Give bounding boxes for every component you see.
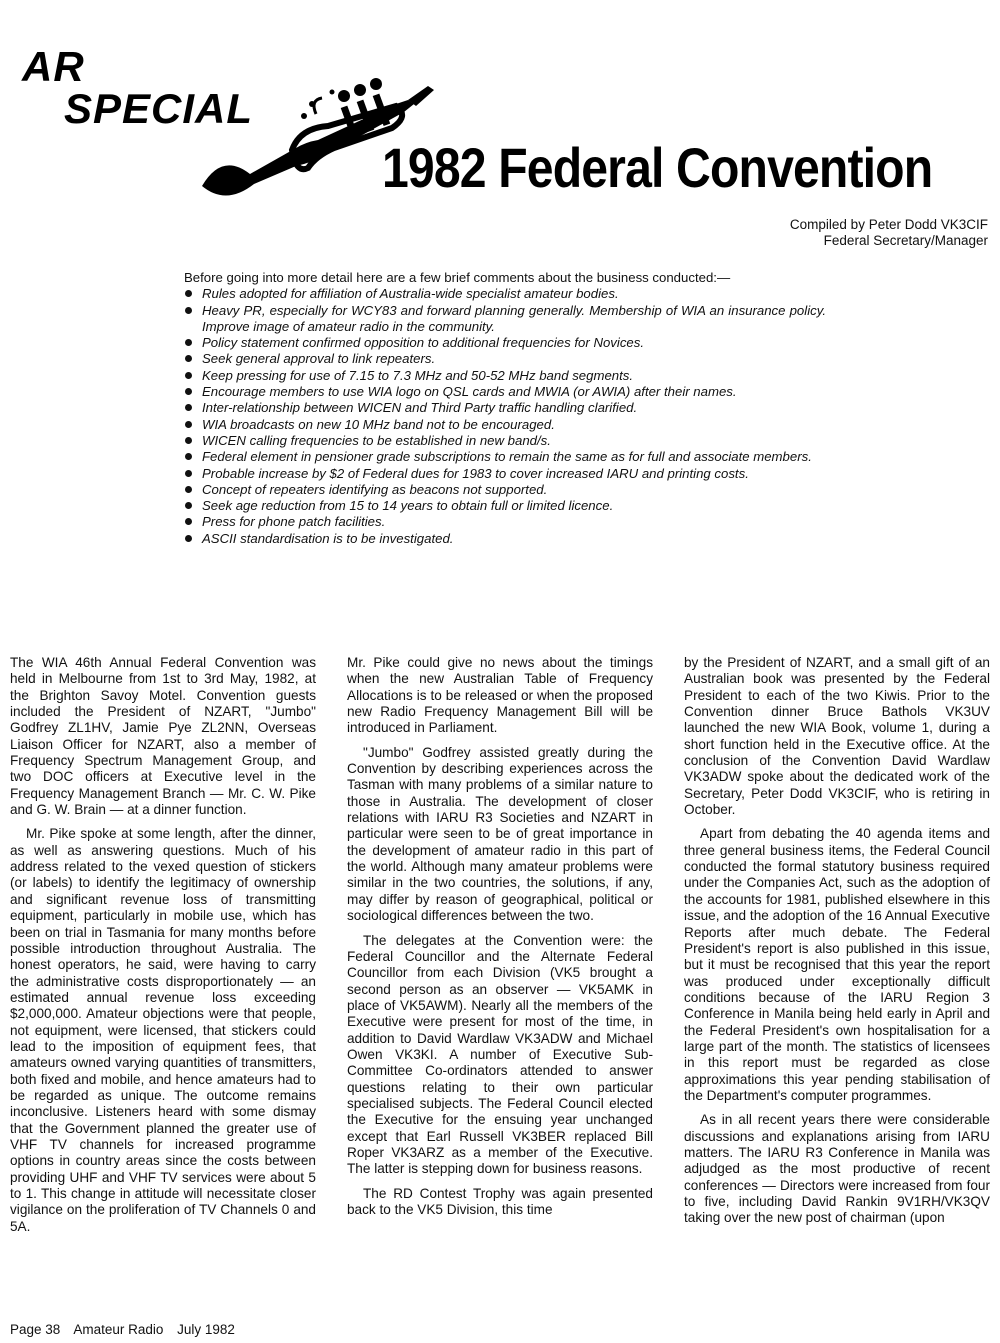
summary-item-text: Keep pressing for use of 7.15 to 7.3 MHz and 50-52 MHz band segments.: [202, 367, 634, 383]
summary-item-text: Concept of repeaters identifying as beacons not supported.: [202, 481, 548, 497]
summary-item-text: Press for phone patch facilities.: [202, 514, 386, 530]
bullet-icon: [185, 502, 192, 509]
page-footer: [10, 1322, 245, 1338]
issue-date: July 1982: [177, 1322, 235, 1337]
article-paragraph: Mr. Pike could give no news about the timings when the new Australian Table of Frequency Allocations is to be released or when the proposed new Radio Frequency Management Bill will be introduced in Parliament.: [347, 655, 653, 736]
summary-list: [184, 286, 826, 547]
summary-item-text: Seek general approval to link repeaters.: [202, 351, 436, 367]
article-paragraph: Mr. Pike spoke at some length, after the dinner, as well as answering questions. Much of his address related to the vexed question of stickers (or labels) to identify the legitimacy of ownership and significant revenue loss of transmitting equipment, particularly in mobile use, which has been on trial in Tasmania for many months before possible introduction throughout Australia. The honest operators, he said, were having to carry the administrative costs disproportionately — an estimated annual revenue loss exceeding $2,000,000. Amateur objections were that people, not equipment, were licensed, that stickers could lead to the imposition of equipment fees, that amateurs owned varying quantities of transmitters, both fixed and mobile, and hence amateurs had to be regarded as unique. The outcome remains inconclusive. Listeners heard with some dismay that the Government planned the greater use of VHF TV channels for increased programme options in country areas since the costs between providing UHF and VHF TV services were about 5 to 1. This change in attitude will necessitate closer vigilance on the proliferation of TV Channels 0 and 5A.: [10, 826, 316, 1234]
bullet-icon: [185, 453, 192, 460]
summary-item-text: Inter-relationship between WICEN and Third Party traffic handling clarified.: [202, 400, 638, 416]
summary-item: [184, 286, 826, 302]
compiled-by: Compiled by Peter Dodd VK3CIF: [789, 217, 988, 232]
summary-item: [184, 466, 826, 482]
summary-item: [184, 514, 826, 530]
bullet-icon: [185, 486, 192, 493]
summary-item-text: Seek age reduction from 15 to 14 years to obtain full or limited licence.: [202, 498, 614, 514]
summary-item-text: Encourage members to use WIA logo on QSL cards and MWIA (or AWIA) after their names.: [202, 384, 737, 400]
article-paragraph: As in all recent years there were considerable discussions and explanations arising from IARU matters. The IARU R3 Conference in Manila was adjudged as the most productive of recent conferences — Directors were increased from four to five, including David Rankin 9V1RH/VK3QV taking over the new post of chairman (upon: [684, 1112, 990, 1226]
summary-intro: Before going into more detail here are a few brief comments about the business conducted:—: [184, 270, 731, 285]
article-paragraph: The RD Contest Trophy was again presented back to the VK5 Division, this time: [347, 1185, 653, 1217]
special-line2: SPECIAL: [64, 85, 254, 132]
summary-item: [184, 417, 826, 433]
summary-item: [184, 303, 826, 336]
summary-item-text: Policy statement confirmed opposition to additional frequencies for Novices.: [202, 335, 645, 351]
magazine-name: Amateur Radio: [73, 1322, 164, 1337]
bullet-icon: [185, 372, 192, 379]
article-paragraph: The WIA 46th Annual Federal Convention was held in Melbourne from 1st to 3rd May, 1982, at the Brighton Savoy Motel. Convention guests included the President of NZART, "Jumbo" Godfrey ZL1HV, Jamie Pye ZL2NN, Overseas Liaison Officer for NZART, also a member of Frequency Spectrum Management Group, and two DOC officers at Executive level in the Frequency Management Branch — Mr. C. W. Pike and G. W. Brain — at a dinner function.: [10, 655, 316, 818]
article-paragraph: by the President of NZART, and a small gift of an Australian book was presented by the Federal President to each of the two Kiwis. Prior to the Convention dinner Bruce Bathols VK3UV launched the new WIA Book, volume 1, during a short function held in the Executive office. At the conclusion of the Convention David Wardlaw VK3ADW spoke about the dedicated work of the Secretary, Peter Dodd VK3CIF, who is retiring in October.: [684, 655, 990, 818]
bullet-icon: [185, 307, 192, 314]
summary-item: [184, 351, 826, 367]
article-column-1: [10, 655, 316, 1243]
bullet-icon: [185, 535, 192, 542]
summary-item: [184, 335, 826, 351]
bullet-icon: [185, 404, 192, 411]
bullet-icon: [185, 339, 192, 346]
bullet-icon: [185, 388, 192, 395]
summary-item: [184, 368, 826, 384]
summary-item: [184, 531, 826, 547]
summary-item-text: Federal element in pensioner grade subscriptions to remain the same as for full and associate members.: [202, 449, 812, 465]
summary-item: [184, 384, 826, 400]
article-title: 1982 Federal Convention: [382, 136, 933, 199]
summary-item-text: Heavy PR, especially for WCY83 and forward planning generally. Membership of WIA an insurance policy. Improve image of amateur radio in the community.: [202, 302, 826, 334]
author-role: Federal Secretary/Manager: [823, 233, 988, 248]
summary-item: [184, 449, 826, 465]
bullet-icon: [185, 290, 192, 297]
summary-item: [184, 433, 826, 449]
bullet-icon: [185, 437, 192, 444]
summary-item-text: WIA broadcasts on new 10 MHz band not to be encouraged.: [202, 416, 555, 432]
article-paragraph: Apart from debating the 40 agenda items and three general business items, the Federal Council conducted the formal statutory business required under the Companies Act, such as the adoption of the accounts for 1981, published elsewhere in this issue, and the adoption of the 16 Annual Executive Reports after much debate. The Federal President's report is also published in this issue, but it must be recognised that this year the report was produced under exceptionally difficult conditions because of the IARU Region 3 Conference in Manila being held early in April and the Federal President's own hospitalisation for a large part of the month. The statistics of licensees in this report must be regarded as close approximations this year pending stabilisation of the Department's computer programmes.: [684, 826, 990, 1103]
summary-item: [184, 400, 826, 416]
article-paragraph: "Jumbo" Godfrey assisted greatly during the Convention by describing experiences across the Tasman with many problems of a similar nature to those in Australia. The development of closer relations with IARU R3 Societies and NZART in particular were seen to be of great importance in the development of amateur radio in this part of the world. Although many amateur problems were similar in the two countries, the solutions, if any, may differ by reason of geographical, political or sociological differences between the two.: [347, 744, 653, 924]
special-line1: AR: [22, 43, 85, 90]
summary-box: [184, 270, 826, 547]
summary-item: [184, 498, 826, 514]
bullet-icon: [185, 518, 192, 525]
article-paragraph: The delegates at the Convention were: the Federal Councillor and the Alternate Federal Councillor from each Division (VK5 brought a second person as an observer — VK5AMK in place of VK5AWM). Nearly all the members of the Executive were present for most of the time, in addition to David Wardlaw VK3ADW and Michael Owen VK3KI. A number of Executive Sub-Committee Co-ordinators attended to answer questions relating to their own particular specialised subjects. The Federal Council elected the Executive for the ensuing year unchanged except that Earl Russell VK3BER replaced Bill Roper VK3ARZ as a member of the Executive. The latter is stepping down for business reasons.: [347, 932, 653, 1177]
article-column-3: [684, 655, 990, 1235]
summary-item-text: WICEN calling frequencies to be established in new band/s.: [202, 432, 551, 448]
byline: [790, 217, 988, 249]
bullet-icon: [185, 470, 192, 477]
summary-item-text: Rules adopted for affiliation of Australia-wide specialist amateur bodies.: [202, 286, 619, 302]
summary-item-text: Probable increase by $2 of Federal dues for 1983 to cover increased IARU and printing costs.: [202, 465, 749, 481]
bullet-icon: [185, 355, 192, 362]
summary-item: [184, 482, 826, 498]
summary-item-text: ASCII standardisation is to be investigated.: [202, 530, 454, 546]
page-number: Page 38: [10, 1322, 61, 1337]
bullet-icon: [185, 421, 192, 428]
article-column-2: [347, 655, 653, 1226]
